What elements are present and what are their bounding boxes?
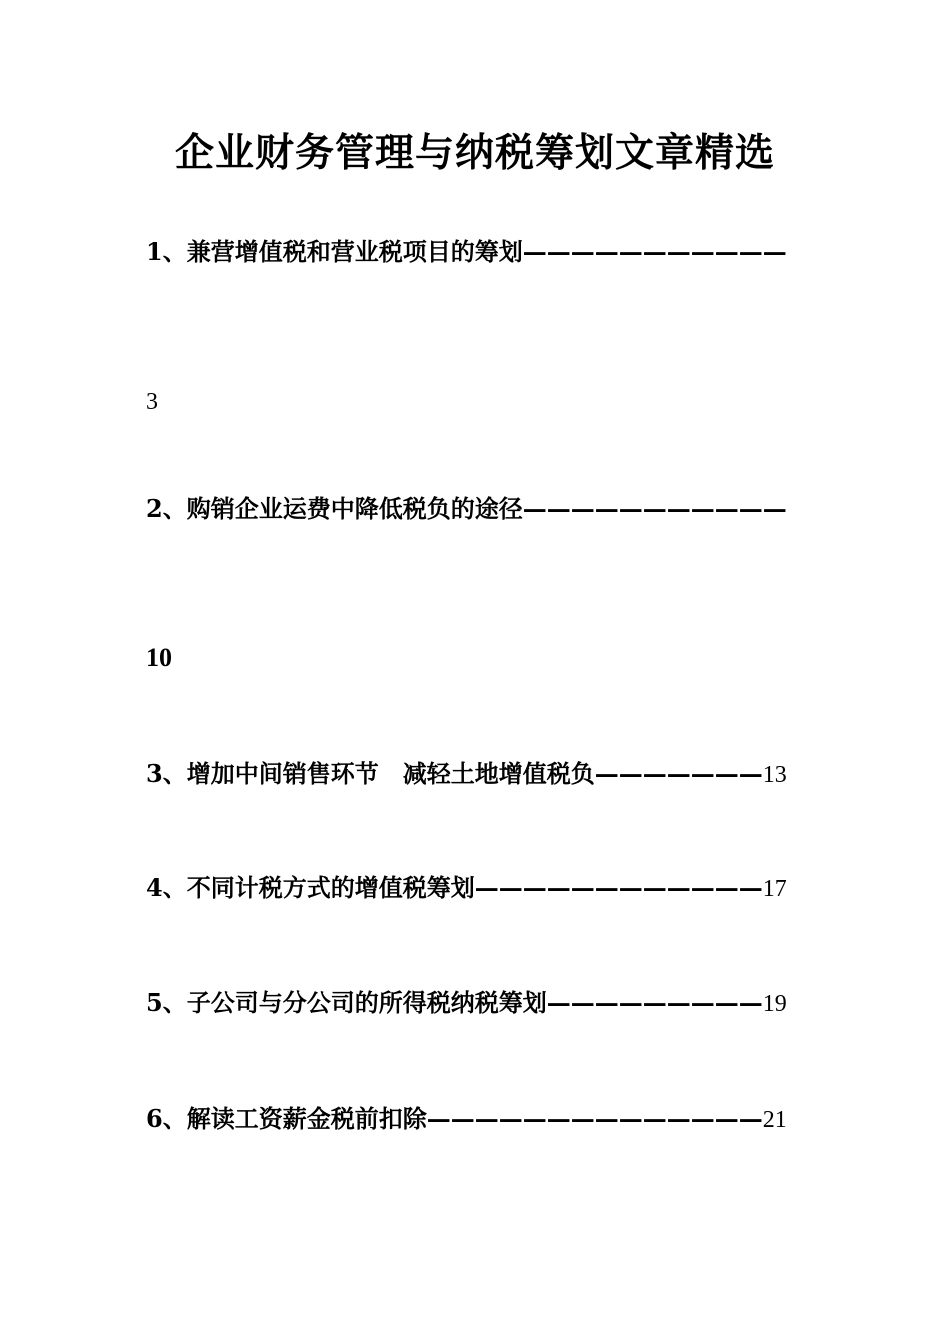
- toc-entry-text: 解读工资薪金税前扣除: [186, 1104, 427, 1133]
- toc-entry-6: [146, 1103, 787, 1136]
- toc-entry-text: 增加中间销售环节 减轻土地增值税负: [186, 759, 595, 788]
- toc-entry-text: 子公司与分公司的所得税纳税筹划: [186, 988, 547, 1017]
- toc-entry-number: 1、: [146, 237, 187, 266]
- toc-entry-text: 购销企业运费中降低税负的途径: [186, 494, 523, 523]
- toc-entry-page: 17: [762, 876, 787, 902]
- toc-leader: ———————————: [522, 494, 787, 523]
- toc-leader: ———————: [594, 759, 763, 788]
- toc-entry-4: [146, 872, 787, 905]
- toc-entry-3: [146, 758, 787, 791]
- toc-leader: —————————: [546, 988, 763, 1017]
- toc-leader: ——————————————: [426, 1104, 763, 1133]
- toc-entry-2: [146, 493, 787, 525]
- toc-entry-1-page: 3: [146, 389, 158, 415]
- toc-entry-number: 2、: [146, 494, 187, 523]
- toc-entry-number: 4、: [146, 873, 187, 902]
- toc-entry-number: 3、: [146, 759, 187, 788]
- toc-leader: ———————————: [522, 237, 787, 266]
- toc-entry-text: 不同计税方式的增值税筹划: [186, 873, 475, 902]
- toc-leader: ————————————: [474, 873, 763, 902]
- toc-entry-page: 13: [762, 762, 787, 788]
- toc-entry-1: [146, 236, 787, 268]
- toc-entry-number: 5、: [146, 988, 187, 1017]
- toc-entry-5: [146, 987, 787, 1020]
- toc-entry-page: 19: [762, 991, 787, 1017]
- toc-entry-page: 21: [762, 1107, 787, 1133]
- toc-entry-text: 兼营增值税和营业税项目的筹划: [186, 237, 523, 266]
- toc-entry-number: 6、: [146, 1104, 187, 1133]
- document-title: 企业财务管理与纳税筹划文章精选: [174, 130, 775, 176]
- toc-entry-2-page: 10: [146, 643, 172, 672]
